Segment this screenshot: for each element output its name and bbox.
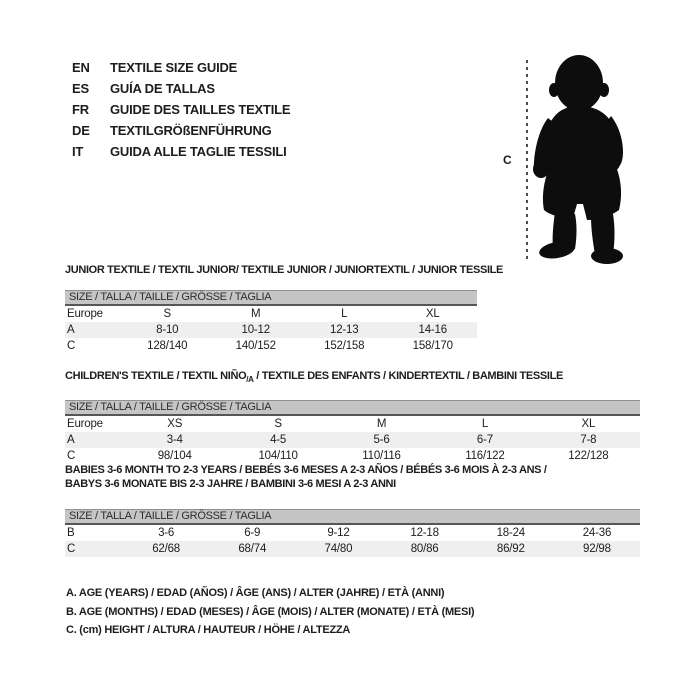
cell-value: 9-12 [327, 527, 350, 539]
height-measure-dashed-line [526, 60, 528, 259]
cell-value: 8-10 [156, 323, 179, 336]
cell-value: 152/158 [324, 339, 365, 352]
size-header-bar: SIZE / TALLA / TAILLE / GRÖSSE / TAGLIA [65, 290, 477, 306]
cell-value: 140/152 [235, 339, 276, 352]
cell-value: 12-13 [330, 323, 359, 336]
legend-note-b: B. AGE (MONTHS) / EDAD (MESES) / ÂGE (MOIS) / ALTER (MONATE) / ETÀ (MESI) [66, 605, 475, 618]
cell-value: 6-7 [476, 433, 493, 446]
cell-value: S [274, 417, 282, 430]
cell-value: 18-24 [496, 527, 525, 539]
row-label: Europe [67, 307, 103, 320]
language-code: DE [72, 123, 90, 138]
baby-silhouette-icon [531, 52, 656, 264]
row-label: C [67, 339, 76, 352]
language-row [72, 57, 290, 78]
language-label: GUÍA DE TALLAS [110, 81, 215, 96]
table-row [65, 322, 477, 338]
table-row [65, 306, 477, 322]
cell-value: 68/74 [238, 543, 267, 555]
cell-value: 6-9 [244, 527, 261, 539]
table-title-line: BABIES 3-6 MONTH TO 2-3 YEARS / BEBÉS 3-6 MESES A 2-3 AÑOS / BÉBÉS 3-6 MOIS À 2-3 ANS / [65, 464, 547, 476]
cell-value: 98/104 [157, 449, 192, 462]
cell-value: 110/116 [362, 449, 401, 462]
cell-value: 3-6 [158, 527, 175, 539]
language-code: FR [72, 102, 89, 117]
cell-value: 158/170 [412, 339, 453, 352]
cell-value: 116/122 [465, 449, 505, 462]
table-title [65, 264, 504, 278]
cell-value: 14-16 [418, 323, 447, 336]
height-measure-label: C [503, 153, 512, 167]
cell-value: XL [425, 307, 440, 320]
cell-value: 4-5 [270, 433, 287, 446]
table-title [65, 464, 640, 491]
cell-value: 62/68 [152, 543, 180, 555]
cell-value: 5-6 [373, 433, 390, 446]
table-row [65, 432, 640, 448]
language-label: GUIDA ALLE TAGLIE TESSILI [110, 144, 287, 159]
table-row [65, 338, 477, 354]
language-label: TEXTILE SIZE GUIDE [110, 60, 238, 75]
cell-value: XS [167, 417, 183, 430]
row-label: C [67, 543, 76, 555]
cell-value: 3-4 [166, 433, 183, 446]
row-label: B [67, 527, 75, 539]
cell-value: 12-18 [410, 527, 439, 539]
table-row [65, 541, 640, 557]
row-label: Europe [67, 417, 103, 430]
cell-value: 10-12 [241, 323, 270, 336]
legend-note-c: C. (cm) HEIGHT / ALTURA / HAUTEUR / HÖHE / ALTEZZA [66, 624, 351, 636]
table-title-line: BABYS 3-6 MONATE BIS 2-3 JAHRE / BAMBINI 3-6 MESI A 2-3 ANNI [65, 477, 396, 490]
table-title-line: CHILDREN'S TEXTILE / TEXTIL $NIÑO_{/A}$ / TEXTILE DES ENFANTS / KINDERTEXTIL / BAMBINI TESSILE [65, 370, 563, 385]
table-row [65, 416, 640, 432]
table-row [65, 448, 640, 464]
cell-value: 24-36 [582, 527, 612, 539]
legend-notes [66, 584, 474, 640]
language-row [72, 141, 290, 162]
cell-value: 74/80 [324, 543, 353, 555]
cell-value: XL [581, 417, 596, 430]
size-header-bar: SIZE / TALLA / TAILLE / GRÖSSE / TAGLIA [65, 400, 640, 416]
cell-value: 86/92 [496, 543, 525, 555]
row-label: A [67, 323, 75, 336]
language-row [72, 78, 290, 99]
cell-value: L [481, 417, 489, 430]
cell-value: S [163, 307, 171, 320]
cell-value: 104/110 [258, 449, 298, 462]
row-label: C [67, 449, 76, 462]
size-header-bar: SIZE / TALLA / TAILLE / GRÖSSE / TAGLIA [65, 509, 640, 525]
language-label: GUIDE DES TAILLES TEXTILE [110, 102, 291, 117]
language-code: EN [72, 60, 90, 75]
table-title [65, 370, 640, 387]
language-row [72, 99, 290, 120]
table-row [65, 525, 640, 541]
cell-value: M [251, 307, 261, 320]
table-title-line: JUNIOR TEXTILE / TEXTIL JUNIOR/ TEXTILE JUNIOR / JUNIORTEXTIL / JUNIOR TESSILE [65, 264, 504, 276]
legend-note-a: A. AGE (YEARS) / EDAD (AÑOS) / ÂGE (ANS) / ALTER (JAHRE) / ETÀ (ANNI) [66, 587, 445, 599]
junior-textile-table [65, 264, 504, 354]
language-list [72, 57, 290, 162]
row-label: A [67, 433, 75, 446]
cell-value: 80/86 [410, 543, 439, 555]
language-code: IT [72, 144, 84, 159]
cell-value: 7-8 [580, 433, 597, 446]
language-label: TEXTILGRÖßENFÜHRUNG [110, 123, 272, 138]
cell-value: M [376, 417, 387, 430]
cell-value: L [341, 307, 348, 320]
babies-textile-table [65, 464, 640, 557]
cell-value: 128/140 [147, 339, 188, 352]
cell-value: 92/98 [583, 543, 611, 555]
cell-value: 122/128 [568, 449, 609, 462]
language-code: ES [72, 81, 89, 96]
children-textile-table [65, 370, 640, 464]
language-row [72, 120, 290, 141]
